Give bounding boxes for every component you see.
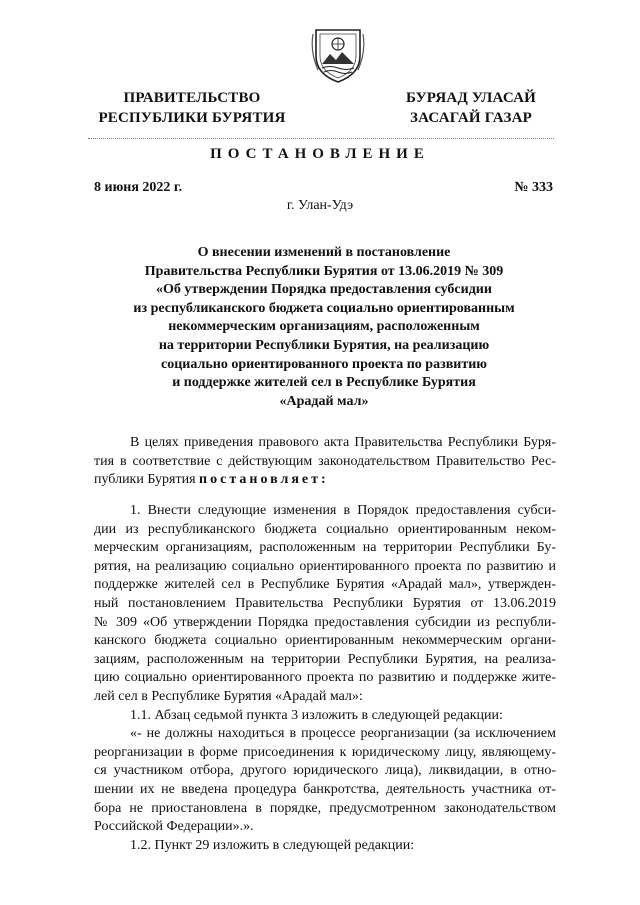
text-line: 1.1. Абзац седьмой пункта 3 изложить в следующей редакции: — [130, 707, 503, 723]
paragraph — [94, 707, 556, 726]
resolves-word: постановляет: — [199, 472, 329, 488]
document-date: 8 июня 2022 г. — [94, 180, 183, 195]
title-line: «Арадай мал» — [279, 393, 369, 409]
title-line: социально ориентированного проекта по развитию — [161, 356, 487, 372]
text-line: лей сел в Республике Бурятия «Арадай мал»: — [94, 688, 363, 704]
title-line: и поддержке жителей сел в Республике Бурятия — [172, 375, 476, 391]
title-line: «Об утверждении Порядка предоставления субсидии — [156, 282, 492, 298]
preamble-paragraph — [94, 434, 556, 490]
text-line: мерческим организациям, расположенным на территории Республики Бу- — [94, 540, 556, 556]
header-left-line-2: РЕСПУБЛИКИ БУРЯТИЯ — [98, 110, 286, 126]
resolution-body — [94, 502, 556, 855]
title-line: на территории Республики Бурятия, на реализацию — [158, 337, 490, 353]
text-line: тия в соответствие с действующим законодательством Правительство Рес- — [94, 453, 556, 469]
text-line: «- не должны находиться в процессе реорганизации (за исключением — [130, 726, 556, 742]
text-line: реорганизации в форме присоединения к юридическому лицу, являющему- — [94, 744, 556, 760]
text-line: шении их не введена процедура банкротства, деятельность участника от- — [94, 781, 556, 797]
title-line: из республиканского бюджета социально ориентированным — [133, 300, 515, 316]
document-number: № 333 — [514, 180, 553, 195]
document-city: г. Улан-Удэ — [286, 198, 354, 213]
document-title — [94, 244, 554, 411]
government-name-buryat — [398, 88, 544, 128]
paragraph — [94, 502, 556, 707]
government-name-russian — [94, 88, 290, 128]
text-line: ный постановлением Правительства Республики Бурятия от 13.06.2019 — [94, 595, 556, 611]
header-divider — [88, 138, 554, 139]
text-line: Российской Федерации».». — [94, 819, 254, 835]
text-line: зациям, расположенным на территории Республики Бурятия, на реализа- — [94, 651, 556, 667]
preamble-prefix: публики Бурятия — [94, 472, 200, 488]
document-type: ПОСТАНОВЛЕНИЕ — [210, 146, 430, 162]
header-right-line-2: ЗАСАГАЙ ГАЗАР — [410, 110, 532, 126]
text-line: канского бюджета социально ориентированным некоммерческим органи- — [94, 633, 556, 649]
text-line: рятия, на реализацию социально ориентированного проекта по развитию и — [94, 558, 556, 574]
title-line: Правительства Республики Бурятия от 13.06.2019 № 309 — [144, 263, 504, 279]
paragraph — [94, 725, 556, 837]
text-line: поддержке жителей сел в Республике Бурятия «Арадай мал», утвержден- — [94, 577, 556, 593]
title-line: О внесении изменений в постановление — [197, 245, 451, 260]
header-right-line-1: БУРЯАД УЛАСАЙ — [405, 90, 537, 106]
text-line: № 309 «Об утверждении Порядка предоставления субсидии из республи- — [94, 614, 556, 630]
text-line: цию социально ориентированного проекта по развитию и поддержке жите- — [94, 670, 556, 686]
text-line: В целях приведения правового акта Правительства Республики Буря- — [130, 435, 556, 450]
text-line: дии из республиканского бюджета социально ориентированным неком- — [94, 521, 556, 537]
text-line: 1. Внести следующие изменения в Порядок предоставления субси- — [130, 503, 556, 518]
text-line: бора не приостановлена в порядке, предусмотренном законодательством — [94, 800, 556, 816]
title-line: некоммерческим организациям, расположенным — [168, 319, 480, 335]
text-line — [94, 471, 556, 490]
coat-of-arms-emblem — [310, 22, 366, 84]
paragraph — [94, 837, 556, 856]
text-line: 1.2. Пункт 29 изложить в следующей редакции: — [130, 837, 415, 853]
header-left-line-1: ПРАВИТЕЛЬСТВО — [123, 90, 261, 106]
text-line: ся участником отбора, другого юридического лица), ликвидации, в отно- — [94, 763, 556, 779]
